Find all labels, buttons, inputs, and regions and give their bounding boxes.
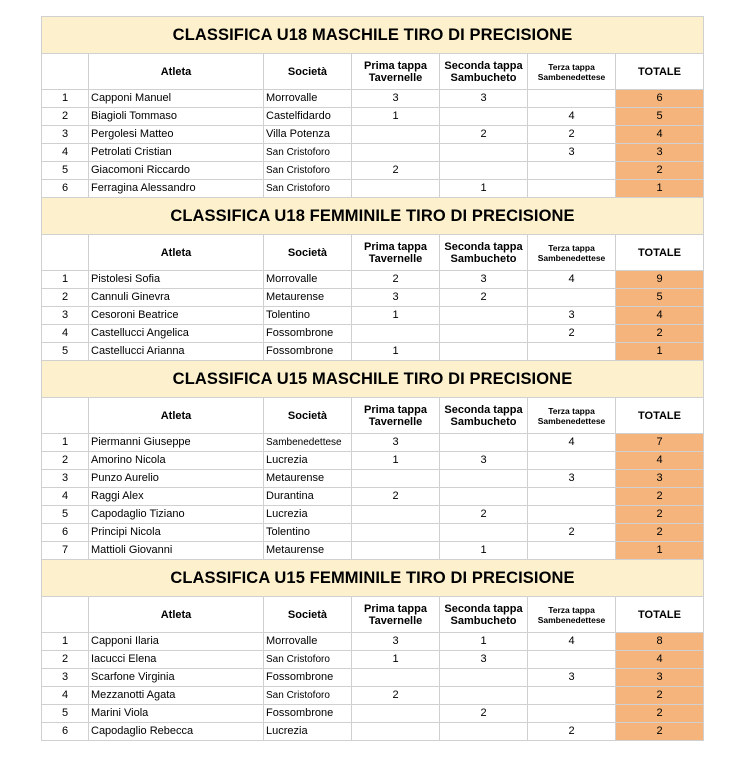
cell-position: 4 bbox=[42, 488, 89, 506]
header-stage2-line2: Sambucheto bbox=[450, 71, 517, 84]
cell-stage1 bbox=[352, 180, 440, 198]
cell-stage1 bbox=[352, 705, 440, 723]
cell-stage2: 1 bbox=[440, 633, 528, 651]
table-row bbox=[42, 325, 704, 343]
table-row bbox=[42, 434, 704, 452]
cell-stage1: 3 bbox=[352, 434, 440, 452]
cell-athlete: Capodaglio Tiziano bbox=[89, 506, 264, 524]
header-stage1-line1: Prima tappa bbox=[364, 59, 427, 72]
table-row bbox=[42, 705, 704, 723]
cell-athlete: Giacomoni Riccardo bbox=[89, 162, 264, 180]
header-stage3-line2: Sambenedettese bbox=[537, 252, 606, 263]
table-row bbox=[42, 90, 704, 108]
cell-athlete: Cannuli Ginevra bbox=[89, 289, 264, 307]
cell-total: 4 bbox=[616, 651, 704, 669]
cell-stage1 bbox=[352, 126, 440, 144]
cell-position: 2 bbox=[42, 651, 89, 669]
cell-total: 1 bbox=[616, 180, 704, 198]
cell-stage1 bbox=[352, 723, 440, 741]
table-row bbox=[42, 633, 704, 651]
table-row bbox=[42, 669, 704, 687]
cell-total: 7 bbox=[616, 434, 704, 452]
cell-athlete: Ferragina Alessandro bbox=[89, 180, 264, 198]
cell-stage1 bbox=[352, 542, 440, 560]
cell-position: 4 bbox=[42, 325, 89, 343]
cell-position: 5 bbox=[42, 343, 89, 361]
cell-athlete: Pergolesi Matteo bbox=[89, 126, 264, 144]
header-stage2 bbox=[440, 398, 528, 434]
table-row bbox=[42, 144, 704, 162]
header-position bbox=[42, 235, 89, 271]
header-stage2-line2: Sambucheto bbox=[450, 415, 517, 428]
header-total: TOTALE bbox=[616, 597, 704, 633]
table-row bbox=[42, 506, 704, 524]
cell-club: Morrovalle bbox=[264, 271, 352, 289]
header-stage3-line2: Sambenedettese bbox=[537, 614, 606, 625]
cell-stage1: 3 bbox=[352, 90, 440, 108]
table-row bbox=[42, 180, 704, 198]
cell-club: San Cristoforo bbox=[264, 144, 352, 162]
cell-athlete: Marini Viola bbox=[89, 705, 264, 723]
cell-stage2 bbox=[440, 343, 528, 361]
cell-athlete: Capponi Manuel bbox=[89, 90, 264, 108]
header-stage3 bbox=[528, 597, 616, 633]
cell-stage2 bbox=[440, 434, 528, 452]
cell-stage1: 1 bbox=[352, 343, 440, 361]
header-stage1 bbox=[352, 597, 440, 633]
cell-stage1 bbox=[352, 524, 440, 542]
cell-total: 9 bbox=[616, 271, 704, 289]
table-row bbox=[42, 542, 704, 560]
cell-athlete: Pistolesi Sofia bbox=[89, 271, 264, 289]
cell-position: 6 bbox=[42, 524, 89, 542]
cell-stage1: 3 bbox=[352, 289, 440, 307]
table-row bbox=[42, 289, 704, 307]
header-club: Società bbox=[264, 398, 352, 434]
cell-stage3: 3 bbox=[528, 144, 616, 162]
cell-stage1 bbox=[352, 325, 440, 343]
header-stage2-line1: Seconda tappa bbox=[444, 240, 523, 253]
cell-stage3: 2 bbox=[528, 723, 616, 741]
table-row bbox=[42, 470, 704, 488]
cell-athlete: Capodaglio Rebecca bbox=[89, 723, 264, 741]
cell-club: San Cristoforo bbox=[264, 162, 352, 180]
header-stage1 bbox=[352, 235, 440, 271]
cell-stage2: 2 bbox=[440, 705, 528, 723]
header-stage3 bbox=[528, 235, 616, 271]
header-club: Società bbox=[264, 235, 352, 271]
header-stage1-line2: Tavernelle bbox=[368, 252, 423, 265]
ranking-sheet bbox=[41, 16, 703, 741]
cell-athlete: Punzo Aurelio bbox=[89, 470, 264, 488]
cell-club: San Cristoforo bbox=[264, 651, 352, 669]
table-row bbox=[42, 524, 704, 542]
header-stage1-line2: Tavernelle bbox=[368, 71, 423, 84]
cell-stage3: 4 bbox=[528, 108, 616, 126]
header-stage2 bbox=[440, 597, 528, 633]
cell-stage2 bbox=[440, 687, 528, 705]
section-title: CLASSIFICA U18 FEMMINILE TIRO DI PRECISIONE bbox=[42, 198, 704, 235]
header-stage1-line2: Tavernelle bbox=[368, 415, 423, 428]
cell-stage3 bbox=[528, 687, 616, 705]
cell-total: 2 bbox=[616, 524, 704, 542]
cell-position: 3 bbox=[42, 307, 89, 325]
cell-stage2 bbox=[440, 108, 528, 126]
header-stage1-line1: Prima tappa bbox=[364, 602, 427, 615]
cell-athlete: Principi Nicola bbox=[89, 524, 264, 542]
cell-stage3: 2 bbox=[528, 524, 616, 542]
cell-athlete: Biagioli Tommaso bbox=[89, 108, 264, 126]
cell-stage3 bbox=[528, 506, 616, 524]
cell-position: 5 bbox=[42, 506, 89, 524]
header-stage2-line1: Seconda tappa bbox=[444, 403, 523, 416]
cell-club: Fossombrone bbox=[264, 325, 352, 343]
cell-position: 2 bbox=[42, 452, 89, 470]
cell-athlete: Iacucci Elena bbox=[89, 651, 264, 669]
cell-stage2: 2 bbox=[440, 126, 528, 144]
cell-stage2 bbox=[440, 723, 528, 741]
table-row bbox=[42, 687, 704, 705]
header-stage3-line1: Terza tappa bbox=[548, 604, 595, 615]
cell-stage2: 2 bbox=[440, 506, 528, 524]
cell-position: 1 bbox=[42, 434, 89, 452]
cell-athlete: Scarfone Virginia bbox=[89, 669, 264, 687]
header-stage3-line1: Terza tappa bbox=[548, 242, 595, 253]
header-stage3-line1: Terza tappa bbox=[548, 61, 595, 72]
cell-club: Metaurense bbox=[264, 470, 352, 488]
cell-stage2 bbox=[440, 488, 528, 506]
cell-total: 3 bbox=[616, 470, 704, 488]
cell-club: Sambenedettese bbox=[264, 434, 352, 452]
cell-total: 2 bbox=[616, 723, 704, 741]
cell-stage1: 2 bbox=[352, 271, 440, 289]
cell-total: 3 bbox=[616, 669, 704, 687]
table-row bbox=[42, 271, 704, 289]
cell-position: 1 bbox=[42, 90, 89, 108]
cell-stage2: 3 bbox=[440, 271, 528, 289]
header-stage2-line1: Seconda tappa bbox=[444, 59, 523, 72]
cell-stage1: 2 bbox=[352, 488, 440, 506]
cell-athlete: Castellucci Angelica bbox=[89, 325, 264, 343]
column-header-row bbox=[42, 235, 704, 271]
cell-athlete: Raggi Alex bbox=[89, 488, 264, 506]
header-athlete: Atleta bbox=[89, 398, 264, 434]
cell-total: 2 bbox=[616, 162, 704, 180]
cell-position: 2 bbox=[42, 289, 89, 307]
cell-stage1: 1 bbox=[352, 452, 440, 470]
cell-stage2 bbox=[440, 307, 528, 325]
cell-stage2: 2 bbox=[440, 289, 528, 307]
cell-club: Metaurense bbox=[264, 289, 352, 307]
header-stage2-line2: Sambucheto bbox=[450, 614, 517, 627]
cell-total: 5 bbox=[616, 289, 704, 307]
cell-stage3 bbox=[528, 542, 616, 560]
cell-club: Fossombrone bbox=[264, 705, 352, 723]
table-row bbox=[42, 651, 704, 669]
section-title-row bbox=[42, 17, 704, 54]
cell-stage1 bbox=[352, 669, 440, 687]
cell-position: 6 bbox=[42, 723, 89, 741]
cell-club: Fossombrone bbox=[264, 343, 352, 361]
table-row bbox=[42, 723, 704, 741]
cell-stage3 bbox=[528, 452, 616, 470]
cell-stage2 bbox=[440, 669, 528, 687]
column-header-row bbox=[42, 398, 704, 434]
header-stage1-line1: Prima tappa bbox=[364, 240, 427, 253]
cell-athlete: Castellucci Arianna bbox=[89, 343, 264, 361]
cell-athlete: Piermanni Giuseppe bbox=[89, 434, 264, 452]
section-title-row bbox=[42, 198, 704, 235]
header-position bbox=[42, 597, 89, 633]
cell-stage3: 2 bbox=[528, 325, 616, 343]
header-stage2 bbox=[440, 235, 528, 271]
cell-stage3 bbox=[528, 90, 616, 108]
header-stage3-line2: Sambenedettese bbox=[537, 415, 606, 426]
table-row bbox=[42, 452, 704, 470]
column-header-row bbox=[42, 597, 704, 633]
cell-stage2 bbox=[440, 325, 528, 343]
header-stage1 bbox=[352, 398, 440, 434]
cell-stage3 bbox=[528, 162, 616, 180]
header-stage3 bbox=[528, 54, 616, 90]
cell-stage3: 4 bbox=[528, 271, 616, 289]
cell-position: 1 bbox=[42, 271, 89, 289]
cell-total: 5 bbox=[616, 108, 704, 126]
header-stage1-line1: Prima tappa bbox=[364, 403, 427, 416]
table-row bbox=[42, 307, 704, 325]
header-stage1-line2: Tavernelle bbox=[368, 614, 423, 627]
header-total: TOTALE bbox=[616, 235, 704, 271]
cell-stage3: 3 bbox=[528, 470, 616, 488]
cell-club: Tolentino bbox=[264, 524, 352, 542]
header-club: Società bbox=[264, 54, 352, 90]
cell-stage3 bbox=[528, 488, 616, 506]
table-row bbox=[42, 126, 704, 144]
cell-stage1: 3 bbox=[352, 633, 440, 651]
header-stage2-line2: Sambucheto bbox=[450, 252, 517, 265]
cell-total: 1 bbox=[616, 542, 704, 560]
cell-position: 3 bbox=[42, 669, 89, 687]
cell-club: Durantina bbox=[264, 488, 352, 506]
header-stage2-line1: Seconda tappa bbox=[444, 602, 523, 615]
cell-stage3 bbox=[528, 705, 616, 723]
header-stage3 bbox=[528, 398, 616, 434]
cell-position: 4 bbox=[42, 144, 89, 162]
cell-club: Villa Potenza bbox=[264, 126, 352, 144]
cell-athlete: Petrolati Cristian bbox=[89, 144, 264, 162]
cell-position: 3 bbox=[42, 126, 89, 144]
cell-position: 7 bbox=[42, 542, 89, 560]
cell-total: 8 bbox=[616, 633, 704, 651]
cell-position: 1 bbox=[42, 633, 89, 651]
cell-stage1: 2 bbox=[352, 687, 440, 705]
cell-club: Lucrezia bbox=[264, 723, 352, 741]
cell-stage3: 4 bbox=[528, 434, 616, 452]
cell-club: San Cristoforo bbox=[264, 687, 352, 705]
table-row bbox=[42, 162, 704, 180]
cell-position: 5 bbox=[42, 162, 89, 180]
section-title: CLASSIFICA U18 MASCHILE TIRO DI PRECISIONE bbox=[42, 17, 704, 54]
cell-athlete: Mezzanotti Agata bbox=[89, 687, 264, 705]
cell-club: Fossombrone bbox=[264, 669, 352, 687]
table-row bbox=[42, 488, 704, 506]
cell-position: 2 bbox=[42, 108, 89, 126]
cell-athlete: Cesoroni Beatrice bbox=[89, 307, 264, 325]
cell-stage3 bbox=[528, 289, 616, 307]
cell-stage2 bbox=[440, 470, 528, 488]
header-position bbox=[42, 398, 89, 434]
cell-stage1 bbox=[352, 506, 440, 524]
cell-athlete: Mattioli Giovanni bbox=[89, 542, 264, 560]
header-total: TOTALE bbox=[616, 54, 704, 90]
table-row bbox=[42, 343, 704, 361]
cell-club: Lucrezia bbox=[264, 506, 352, 524]
cell-club: Tolentino bbox=[264, 307, 352, 325]
cell-total: 3 bbox=[616, 144, 704, 162]
cell-position: 5 bbox=[42, 705, 89, 723]
cell-total: 4 bbox=[616, 307, 704, 325]
header-total: TOTALE bbox=[616, 398, 704, 434]
cell-total: 4 bbox=[616, 452, 704, 470]
header-club: Società bbox=[264, 597, 352, 633]
cell-total: 6 bbox=[616, 90, 704, 108]
cell-club: Castelfidardo bbox=[264, 108, 352, 126]
cell-club: Morrovalle bbox=[264, 90, 352, 108]
header-athlete: Atleta bbox=[89, 54, 264, 90]
section-title-row bbox=[42, 560, 704, 597]
table-row bbox=[42, 108, 704, 126]
header-athlete: Atleta bbox=[89, 235, 264, 271]
header-stage2 bbox=[440, 54, 528, 90]
cell-total: 2 bbox=[616, 687, 704, 705]
cell-total: 1 bbox=[616, 343, 704, 361]
cell-stage3: 4 bbox=[528, 633, 616, 651]
cell-total: 2 bbox=[616, 705, 704, 723]
cell-total: 2 bbox=[616, 506, 704, 524]
header-position bbox=[42, 54, 89, 90]
cell-stage2 bbox=[440, 162, 528, 180]
ranking-table bbox=[41, 16, 704, 741]
cell-club: Morrovalle bbox=[264, 633, 352, 651]
cell-stage2: 3 bbox=[440, 651, 528, 669]
cell-stage1: 1 bbox=[352, 651, 440, 669]
cell-stage2: 3 bbox=[440, 90, 528, 108]
cell-total: 2 bbox=[616, 325, 704, 343]
cell-stage1: 2 bbox=[352, 162, 440, 180]
cell-athlete: Amorino Nicola bbox=[89, 452, 264, 470]
cell-stage3: 2 bbox=[528, 126, 616, 144]
cell-stage2: 3 bbox=[440, 452, 528, 470]
column-header-row bbox=[42, 54, 704, 90]
cell-stage1 bbox=[352, 144, 440, 162]
cell-stage3: 3 bbox=[528, 669, 616, 687]
cell-stage2: 1 bbox=[440, 180, 528, 198]
cell-athlete: Capponi Ilaria bbox=[89, 633, 264, 651]
cell-club: San Cristoforo bbox=[264, 180, 352, 198]
cell-stage2 bbox=[440, 144, 528, 162]
header-stage3-line2: Sambenedettese bbox=[537, 71, 606, 82]
cell-stage3 bbox=[528, 651, 616, 669]
section-title-row bbox=[42, 361, 704, 398]
cell-stage1: 1 bbox=[352, 307, 440, 325]
cell-stage1 bbox=[352, 470, 440, 488]
cell-stage3: 3 bbox=[528, 307, 616, 325]
cell-stage3 bbox=[528, 180, 616, 198]
cell-total: 4 bbox=[616, 126, 704, 144]
cell-stage1: 1 bbox=[352, 108, 440, 126]
cell-stage3 bbox=[528, 343, 616, 361]
cell-position: 3 bbox=[42, 470, 89, 488]
cell-stage2: 1 bbox=[440, 542, 528, 560]
header-stage1 bbox=[352, 54, 440, 90]
cell-position: 4 bbox=[42, 687, 89, 705]
cell-total: 2 bbox=[616, 488, 704, 506]
section-title: CLASSIFICA U15 FEMMINILE TIRO DI PRECISIONE bbox=[42, 560, 704, 597]
section-title: CLASSIFICA U15 MASCHILE TIRO DI PRECISIONE bbox=[42, 361, 704, 398]
cell-stage2 bbox=[440, 524, 528, 542]
cell-position: 6 bbox=[42, 180, 89, 198]
header-athlete: Atleta bbox=[89, 597, 264, 633]
header-stage3-line1: Terza tappa bbox=[548, 405, 595, 416]
cell-club: Metaurense bbox=[264, 542, 352, 560]
cell-club: Lucrezia bbox=[264, 452, 352, 470]
